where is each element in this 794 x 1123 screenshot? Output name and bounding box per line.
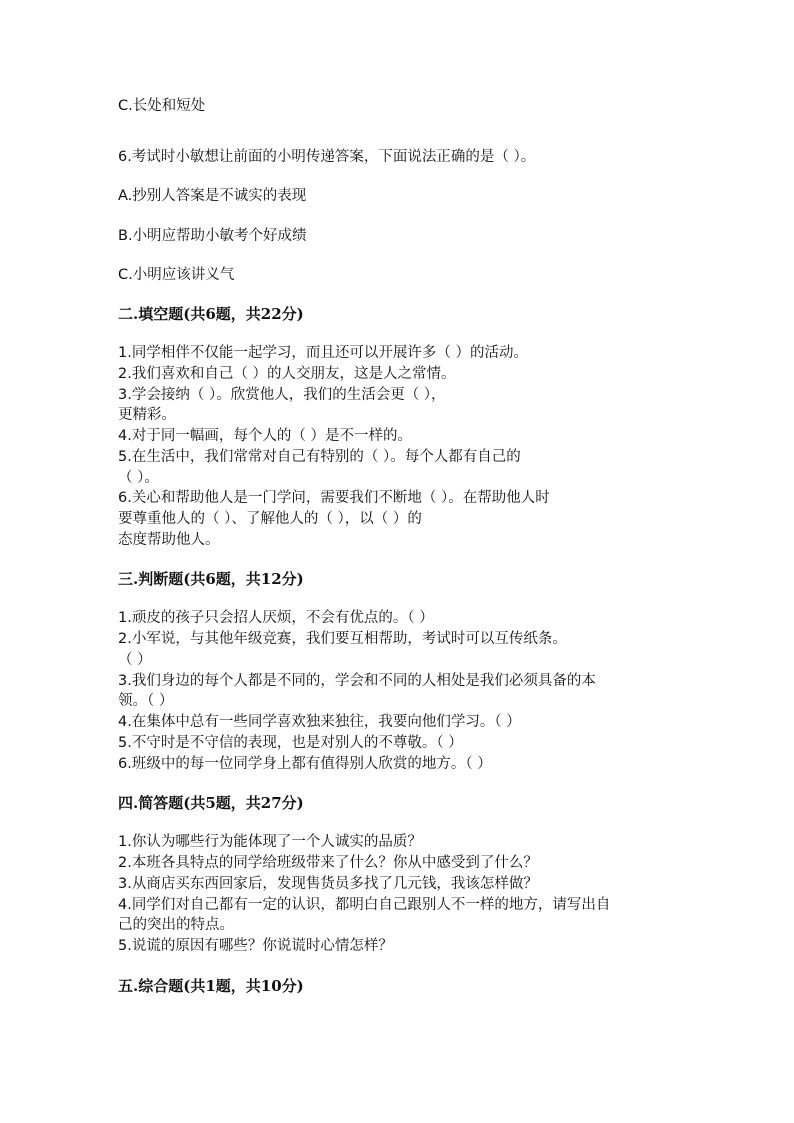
- short-answer-line: 1.你认为哪些行为能体现了一个人诚实的品质？: [118, 834, 422, 850]
- fill-blank-line: （ ）。: [118, 470, 159, 486]
- true-false-line: 6.班级中的每一位同学身上都有值得别人欣赏的地方。（ ）: [118, 756, 492, 772]
- short-answer-line: 2.本班各具特点的同学给班级带来了什么？你从中感受到了什么？: [118, 855, 538, 871]
- fill-blank-line: 5.在生活中，我们常常对自己有特别的（ ）。每个人都有自己的: [118, 449, 521, 465]
- q6-stem: 6.考试时小敏想让前面的小明传递答案，下面说法正确的是（ ）。: [118, 149, 536, 165]
- q6-option-a: A.抄别人答案是不诚实的表现: [118, 188, 307, 204]
- fill-blank-line: 更精彩。: [118, 407, 176, 423]
- q6-option-c: C.小明应该讲义气: [118, 267, 235, 283]
- fill-blank-line: 6.关心和帮助他人是一门学问，需要我们不断地（ ）。在帮助他人时: [118, 490, 550, 506]
- section-true-false-heading: 三.判断题(共6题，共12分): [118, 570, 304, 588]
- true-false-line: 3.我们身边的每个人都是不同的，学会和不同的人相处是我们必须具备的本: [118, 673, 596, 689]
- true-false-line: 2.小军说，与其他年级竞赛，我们要互相帮助，考试时可以互传纸条。: [118, 631, 567, 647]
- true-false-line: 领。（ ）: [118, 693, 174, 709]
- fill-blank-line: 2.我们喜欢和自己（ ）的人交朋友，这是人之常情。: [118, 366, 456, 382]
- true-false-line: 1.顽皮的孩子只会招人厌烦，不会有优点的。（ ）: [118, 610, 434, 626]
- short-answer-line: 己的突出的特点。: [118, 917, 234, 933]
- true-false-line: 5.不守时是不守信的表现，也是对别人的不尊敬。（ ）: [118, 735, 463, 751]
- fill-blank-line: 3.学会接纳（ ）。欣赏他人，我们的生活会更（ ），: [118, 387, 446, 403]
- short-answer-line: 4.同学们对自己都有一定的认识，都明白自己跟别人不一样的地方，请写出自: [118, 897, 611, 913]
- fill-blank-line: 1.同学相伴不仅能一起学习，而且还可以开展许多（ ）的活动。: [118, 345, 528, 361]
- section-comprehensive-heading: 五.综合题(共1题，共10分): [118, 977, 304, 995]
- q6-option-b: B.小明应帮助小敏考个好成绩: [118, 228, 307, 244]
- section-short-answer-heading: 四.简答题(共5题，共27分): [118, 794, 304, 812]
- fill-blank-line: 要尊重他人的（ ）、了解他人的（ ），以（ ）的: [118, 511, 422, 527]
- true-false-line: （ ）: [118, 652, 152, 668]
- short-answer-line: 3.从商店买东西回家后，发现售货员多找了几元钱，我该怎样做？: [118, 876, 538, 892]
- short-answer-line: 5.说谎的原因有哪些？你说谎时心情怎样？: [118, 938, 393, 954]
- true-false-line: 4.在集体中总有一些同学喜欢独来独往，我要向他们学习。（ ）: [118, 714, 521, 730]
- q5-option-c: C.长处和短处: [118, 98, 206, 114]
- fill-blank-line: 4.对于同一幅画，每个人的（ ）是不一样的。: [118, 428, 412, 444]
- fill-blank-line: 态度帮助他人。: [118, 532, 220, 548]
- section-fill-blank-heading: 二.填空题(共6题，共22分): [118, 305, 304, 323]
